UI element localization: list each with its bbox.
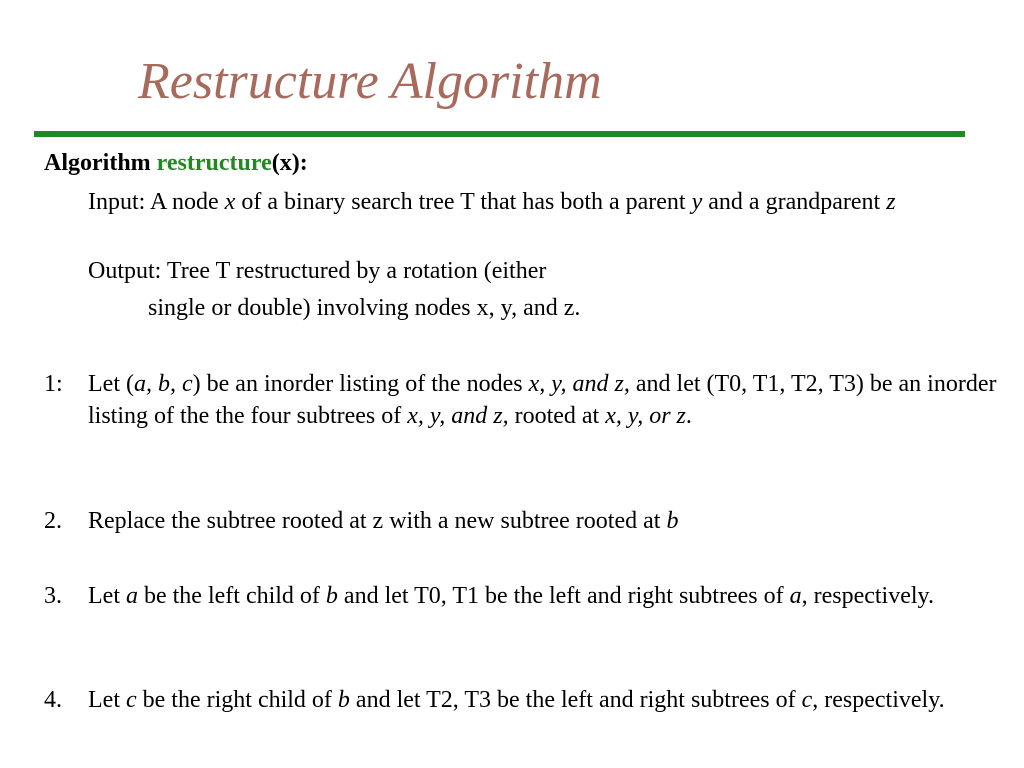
algorithm-prefix: Algorithm [44,150,157,176]
step-1-xyz-3: x, y, or z [605,403,686,429]
step-2-part-1: Replace the subtree rooted at z with a new subtree rooted at [88,508,667,534]
input-text-3: and a grandparent [702,189,887,215]
input-text-2: of a binary search tree T that has both a parent [235,189,692,215]
title-underline-rule [34,131,965,137]
step-4-part-4: , respectively. [812,687,945,713]
step-3-text [88,580,1012,612]
step-1-part-2: ) be an inorder listing of the nodes [192,371,529,397]
step-3-part-3: and let T0, T1 be the left and right subtrees of [337,583,790,609]
input-var-y: y [691,189,703,215]
output-line-1: Output: Tree T restructured by a rotation (either [88,258,547,284]
step-4-part-3: and let T2, T3 be the left and right subtrees of [349,687,802,713]
step-1-number: 1: [44,371,63,397]
algorithm-params: (x): [271,150,308,176]
output-line-2: single or double) involving nodes x, y, and z. [148,295,581,321]
step-4-var-c: c [125,687,137,713]
step-3-var-a-2: a [789,583,802,609]
input-text-1: Input: A node [88,189,225,215]
step-1-part-4: rooted at [508,403,606,429]
step-2-number: 2. [44,508,62,534]
step-1-abc: a, b, c [133,371,193,397]
step-4-number: 4. [44,687,62,713]
step-1-part-5: . [685,403,692,429]
step-4-var-b: b [337,687,350,713]
step-1-text [88,368,1012,432]
input-description [88,186,1008,218]
step-1-part-1: Let ( [88,371,134,397]
step-3-number: 3. [44,583,62,609]
step-2-var-b: b [666,508,679,534]
step-3-part-1: Let [88,583,126,609]
input-var-z: z [886,189,896,215]
algorithm-name: restructure [156,150,272,176]
step-1-part-3: and let (T0, T1, T2, T3) be an inorder listing of the the four subtrees of [88,371,997,429]
step-3-part-4: , respectively. [801,583,934,609]
step-4-part-1: Let [88,687,126,713]
step-3-var-b: b [325,583,338,609]
step-4-text [88,684,1012,716]
step-1-xyz-2: x, y, and z, [407,403,509,429]
step-3-part-2: be the left child of [137,583,326,609]
step-3-var-a: a [125,583,138,609]
step-4-part-2: be the right child of [136,687,338,713]
algorithm-header [44,150,308,177]
step-1-xyz-1: x, y, and z, [528,371,630,397]
input-var-x: x [224,189,236,215]
step-4-var-c-2: c [801,687,813,713]
slide-title: Restructure Algorithm [138,53,602,110]
step-2-text [88,505,1012,537]
